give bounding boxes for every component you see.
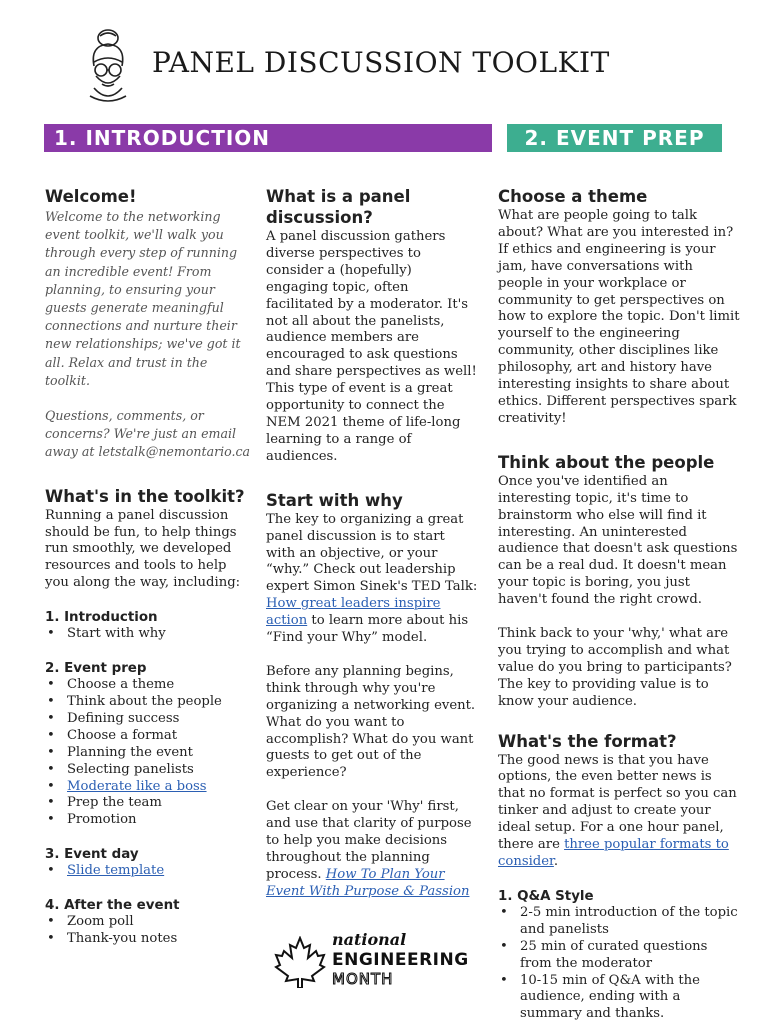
toolkit-heading: What's in the toolkit? xyxy=(45,486,245,506)
column-introduction xyxy=(45,186,251,948)
qa-style-title: 1. Q&A Style xyxy=(498,888,594,904)
toc-item-label: Planning the event xyxy=(67,744,193,760)
think-people-text: Once you've identified an interesting topic, it's time to brainstorm who else will find it interesting. An uninterested audience that doesn't ask questions can be a real dud. It doesn't mean your topic is boring, you just haven't found the right crowd. xyxy=(498,473,738,608)
logo-text-month: MONTH xyxy=(332,970,394,988)
choose-theme-heading: Choose a theme xyxy=(498,187,648,206)
section-banner-introduction: 1. INTRODUCTION xyxy=(44,124,492,152)
toc-link[interactable]: Moderate like a boss xyxy=(67,778,207,794)
format-heading: What's the format? xyxy=(498,731,677,751)
logo-text-engineering: ENGINEERING xyxy=(332,950,469,970)
toc-item-label: Zoom poll xyxy=(67,914,134,930)
get-clear-text: Get clear on your 'Why' first, and use that clarity of purpose to help you make decisions throughout the planning process. How To Plan Your Event With Purpose & Passion xyxy=(266,799,472,899)
toc-item-label: Selecting panelists xyxy=(67,761,194,777)
woman-with-glasses-icon xyxy=(80,26,136,106)
maple-leaf-icon xyxy=(274,936,326,988)
toc-item-label: Start with why xyxy=(67,626,166,642)
welcome-heading: Welcome! xyxy=(45,187,137,206)
toc-item-label: Prep the team xyxy=(67,795,162,811)
list-item xyxy=(45,694,251,711)
list-item xyxy=(45,677,251,694)
logo-text-national: national xyxy=(332,930,407,949)
column-event-prep xyxy=(498,186,740,1023)
list-item xyxy=(45,795,251,812)
list-item xyxy=(45,762,251,779)
list-item xyxy=(45,626,251,643)
list-item[interactable] xyxy=(45,863,251,880)
list-item[interactable] xyxy=(45,779,251,796)
toc-item-label: Promotion xyxy=(67,812,137,828)
list-item xyxy=(45,914,251,931)
choose-theme-text: What are people going to talk about? What are you interested in? If ethics and engineering is your jam, have conversations with people in your workplace or community to get perspectives on how to explore the topic. Don't limit yourself to the engineering community, other disciplines like philosophy, art and history have interesting insights to share about ethics. Different perspectives spark creativity! xyxy=(498,208,740,426)
format-text: The good news is that you have options, the even better news is that no format is perfect so you can tinker and adjust to create your ideal setup. For a one hour panel, there are three popular formats to consider. xyxy=(498,752,737,869)
before-planning-text: Before any planning begins, think through why you're organizing a networking event. What do you want to accomplish? What do you want guests to get out of the experience? xyxy=(266,663,476,781)
toc-item-label: Defining success xyxy=(67,710,180,726)
welcome-text: Welcome to the networking event toolkit, we'll walk you through every step of running an incredible event! From planning, to ensuring your guests generate meaningful connections and nurture their new relationships; we've got it all. Relax and trust in the toolkit. xyxy=(45,209,241,388)
page-title: PANEL DISCUSSION TOOLKIT xyxy=(152,46,610,79)
think-people-heading: Think about the people xyxy=(498,452,715,472)
toolkit-contents xyxy=(45,592,251,948)
ted-talk-link[interactable]: How great leaders inspire action xyxy=(266,596,441,629)
what-is-panel-text: A panel discussion gathers diverse perspectives to consider a (hopefully) engaging topic, often facilitated by a moderator. It's not all about the panelists, audience members are encouraged to ask questions and share perspectives as well! This type of event is a great opportunity to connect the NEM 2021 theme of life-long learning to a range of audiences. xyxy=(266,229,477,464)
column-panel-discussion xyxy=(266,186,478,901)
list-item xyxy=(45,728,251,745)
list-item xyxy=(45,931,251,948)
toc-link[interactable]: Slide template xyxy=(67,863,165,879)
toc-section-title: 4. After the event xyxy=(45,898,180,914)
list-item: • 25 min of curated questions from the moderator xyxy=(498,939,740,973)
popular-formats-link[interactable]: three popular formats to consider xyxy=(498,837,729,869)
list-item: • 10-15 min of Q&A with the audience, ending with a summary and thanks. xyxy=(498,973,740,1024)
list-item xyxy=(45,745,251,762)
toc-section-title: 3. Event day xyxy=(45,847,139,863)
page-header xyxy=(80,24,680,110)
list-item xyxy=(45,711,251,728)
start-with-why-text: The key to organizing a great panel discussion is to start with an objective, or your “why.” Check out leadership expert Simon Sinek's TED Talk: How great leaders inspire action to learn more about his “Find your Why” model. xyxy=(266,511,478,646)
toc-section-list xyxy=(45,677,251,829)
list-item: • 2-5 min introduction of the topic and panelists xyxy=(498,905,740,939)
toc-section-list xyxy=(45,914,251,948)
toc-section-list xyxy=(45,863,251,880)
toolkit-text: Running a panel discussion should be fun, to help things run smoothly, we developed resources and tools to help you along the way, including: xyxy=(45,507,241,591)
toc-section-list xyxy=(45,626,251,643)
what-is-panel-heading: What is a panel discussion? xyxy=(266,187,411,227)
list-item xyxy=(45,812,251,829)
toc-item-label: Thank-you notes xyxy=(67,931,178,947)
contact-text: Questions, comments, or concerns? We're just an email away at letstalk@nemontario.ca xyxy=(45,408,251,460)
think-back-text: Think back to your 'why,' what are you trying to accomplish and what value do you bring to participants? The key to providing value is to know your audience. xyxy=(498,626,732,709)
nem-logo xyxy=(274,930,474,992)
section-banner-event-prep: 2. EVENT PREP xyxy=(507,124,722,152)
toc-item-label: Choose a format xyxy=(67,727,178,743)
toc-item-label: Choose a theme xyxy=(67,677,175,693)
toc-section-title: 1. Introduction xyxy=(45,610,158,626)
start-with-why-heading: Start with why xyxy=(266,490,403,510)
plan-with-purpose-link[interactable]: How To Plan Your Event With Purpose & Passion xyxy=(266,866,470,899)
toc-item-label: Think about the people xyxy=(67,693,222,709)
toc-section-title: 2. Event prep xyxy=(45,661,147,677)
qa-style-list xyxy=(498,905,740,1023)
